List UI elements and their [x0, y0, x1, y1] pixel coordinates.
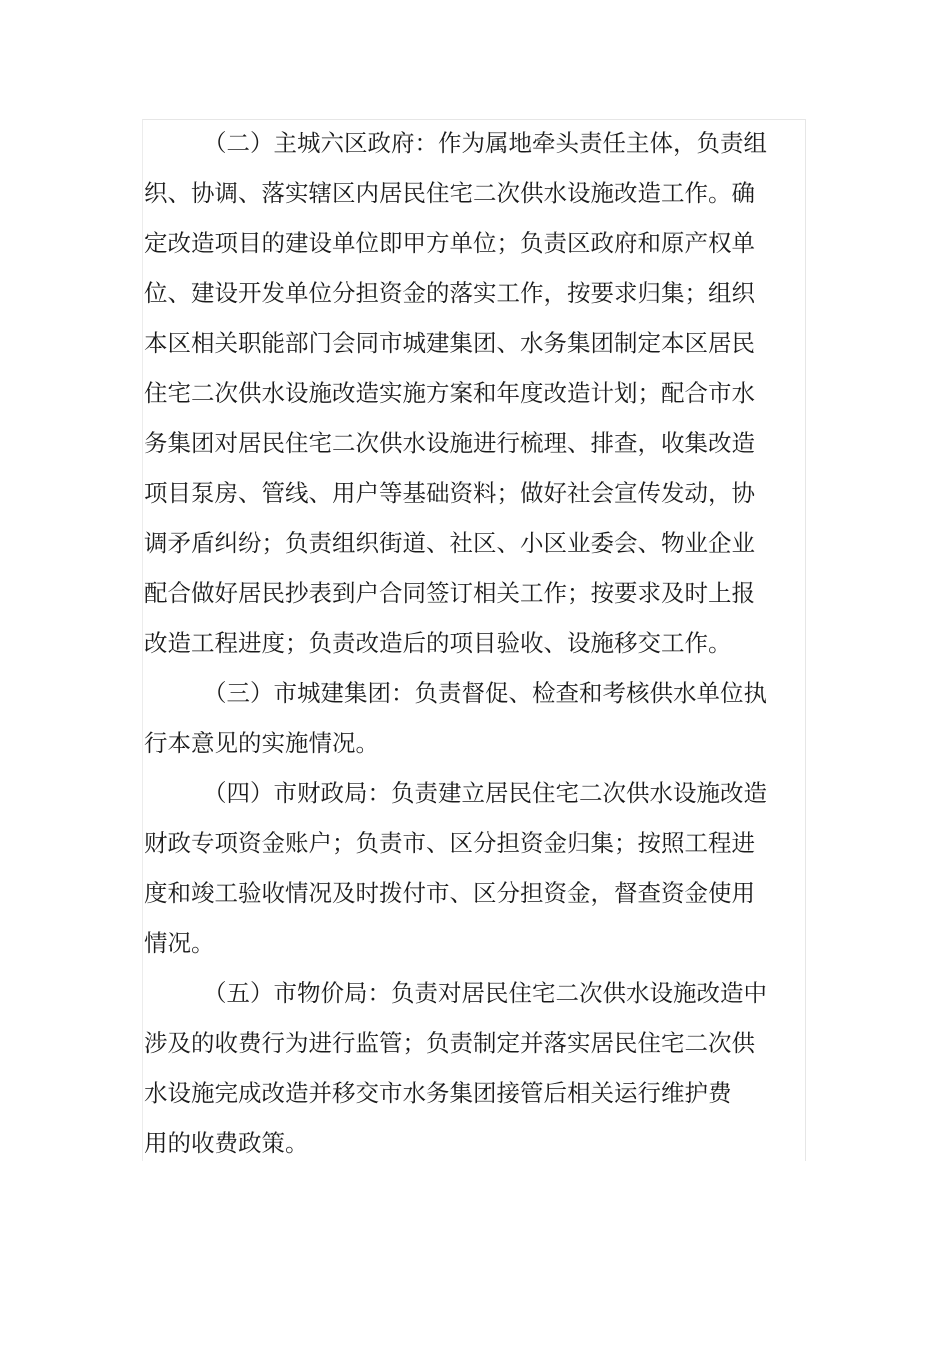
text-line: 务集团对居民住宅二次供水设施进行梳理、排查，收集改造	[144, 429, 755, 457]
text-line: 用的收费政策。	[144, 1129, 309, 1157]
text-line: （五）市物价局：负责对居民住宅二次供水设施改造中	[203, 979, 767, 1007]
text-line: 织、协调、落实辖区内居民住宅二次供水设施改造工作。确	[144, 179, 755, 207]
text-line: 位、建设开发单位分担资金的落实工作，按要求归集；组织	[144, 279, 755, 307]
text-line: 配合做好居民抄表到户合同签订相关工作；按要求及时上报	[144, 579, 755, 607]
text-line: 度和竣工验收情况及时拨付市、区分担资金，督查资金使用	[144, 879, 755, 907]
text-line: 水设施完成改造并移交市水务集团接管后相关运行维护费	[144, 1079, 732, 1107]
text-line: 涉及的收费行为进行监管；负责制定并落实居民住宅二次供	[144, 1029, 755, 1057]
text-line: （四）市财政局：负责建立居民住宅二次供水设施改造	[203, 779, 767, 807]
text-line: 情况。	[144, 929, 215, 957]
text-line: 改造工程进度；负责改造后的项目验收、设施移交工作。	[144, 629, 732, 657]
text-line: 住宅二次供水设施改造实施方案和年度改造计划；配合市水	[144, 379, 755, 407]
text-line: 定改造项目的建设单位即甲方单位；负责区政府和原产权单	[144, 229, 755, 257]
text-line: （三）市城建集团：负责督促、检查和考核供水单位执	[203, 679, 767, 707]
text-line: 财政专项资金账户；负责市、区分担资金归集；按照工程进	[144, 829, 755, 857]
text-line: 项目泵房、管线、用户等基础资料；做好社会宣传发动，协	[144, 479, 755, 507]
text-line: 调矛盾纠纷；负责组织街道、社区、小区业委会、物业企业	[144, 529, 755, 557]
text-line: 本区相关职能部门会同市城建集团、水务集团制定本区居民	[144, 329, 755, 357]
text-line: 行本意见的实施情况。	[144, 729, 379, 757]
text-line: （二）主城六区政府：作为属地牵头责任主体，负责组	[203, 129, 767, 157]
document-body	[144, 118, 767, 1168]
